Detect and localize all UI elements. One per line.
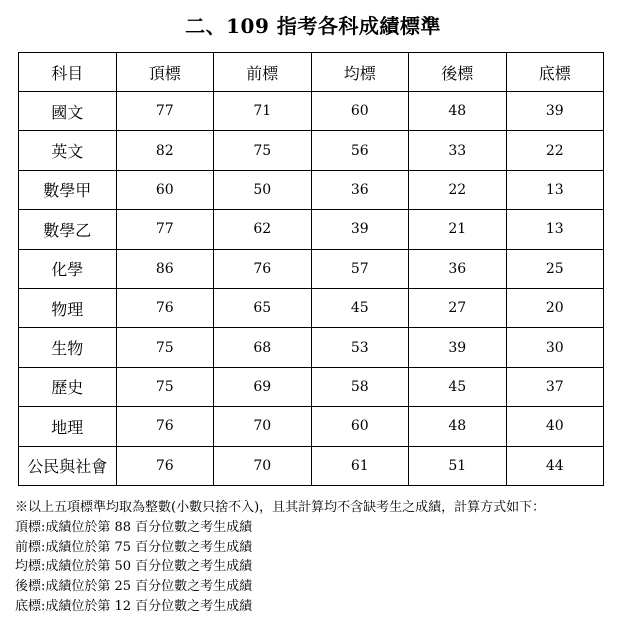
score-cell: 77	[116, 210, 214, 249]
score-cell: 51	[409, 446, 507, 485]
subject-cell: 物理	[19, 288, 117, 327]
score-cell: 60	[116, 170, 214, 209]
table-header-row	[19, 53, 604, 92]
subject-cell: 地理	[19, 407, 117, 446]
table-row	[19, 210, 604, 249]
table-row	[19, 328, 604, 367]
subject-cell: 生物	[19, 328, 117, 367]
score-cell: 53	[311, 328, 409, 367]
score-cell: 39	[409, 328, 507, 367]
score-cell: 30	[506, 328, 604, 367]
score-cell: 39	[311, 210, 409, 249]
score-cell: 71	[214, 92, 312, 131]
score-cell: 27	[409, 288, 507, 327]
score-cell: 48	[409, 407, 507, 446]
score-cell: 56	[311, 131, 409, 170]
subject-cell: 數學甲	[19, 170, 117, 209]
score-cell: 77	[116, 92, 214, 131]
score-cell: 62	[214, 210, 312, 249]
score-cell: 40	[506, 407, 604, 446]
score-cell: 75	[116, 367, 214, 406]
score-cell: 60	[311, 92, 409, 131]
subject-cell: 公民與社會	[19, 446, 117, 485]
score-cell: 48	[409, 92, 507, 131]
score-cell: 39	[506, 92, 604, 131]
score-cell: 86	[116, 249, 214, 288]
score-cell: 13	[506, 210, 604, 249]
subject-cell: 歷史	[19, 367, 117, 406]
score-cell: 45	[311, 288, 409, 327]
note-average-definition: 均標:成績位於第 50 百分位數之考生成績	[15, 559, 253, 575]
page-title: 二、109 指考各科成績標準	[185, 14, 441, 38]
table-row	[19, 131, 604, 170]
subject-cell: 化學	[19, 249, 117, 288]
table-row	[19, 249, 604, 288]
score-cell: 70	[214, 446, 312, 485]
score-cell: 37	[506, 367, 604, 406]
notes-section	[15, 498, 615, 617]
table-row	[19, 367, 604, 406]
header-average: 均標	[311, 53, 409, 92]
score-cell: 13	[506, 170, 604, 209]
header-back: 後標	[409, 53, 507, 92]
score-cell: 60	[311, 407, 409, 446]
score-cell: 25	[506, 249, 604, 288]
table-row	[19, 446, 604, 485]
note-front-definition: 前標:成績位於第 75 百分位數之考生成績	[15, 539, 253, 555]
score-cell: 61	[311, 446, 409, 485]
header-subject: 科目	[19, 53, 117, 92]
note-bottom-definition: 底標:成績位於第 12 百分位數之考生成績	[15, 598, 253, 614]
score-cell: 76	[116, 407, 214, 446]
score-cell: 22	[409, 170, 507, 209]
score-cell: 75	[214, 131, 312, 170]
score-cell: 75	[116, 328, 214, 367]
score-cell: 33	[409, 131, 507, 170]
score-cell: 76	[116, 288, 214, 327]
subject-cell: 國文	[19, 92, 117, 131]
score-cell: 68	[214, 328, 312, 367]
score-cell: 76	[214, 249, 312, 288]
score-standards-table	[18, 52, 604, 486]
score-cell: 20	[506, 288, 604, 327]
score-cell: 22	[506, 131, 604, 170]
score-cell: 50	[214, 170, 312, 209]
table-row	[19, 92, 604, 131]
subject-cell: 英文	[19, 131, 117, 170]
notes-intro: ※以上五項標準均取為整數(小數只捨不入)，且其計算均不含缺考生之成績，計算方式如下：	[15, 500, 546, 515]
subject-cell: 數學乙	[19, 210, 117, 249]
score-cell: 70	[214, 407, 312, 446]
table-row	[19, 407, 604, 446]
score-cell: 36	[311, 170, 409, 209]
score-cell: 76	[116, 446, 214, 485]
score-cell: 21	[409, 210, 507, 249]
score-cell: 82	[116, 131, 214, 170]
score-cell: 65	[214, 288, 312, 327]
note-top-definition: 頂標:成績位於第 88 百分位數之考生成績	[15, 519, 253, 535]
score-cell: 69	[214, 367, 312, 406]
header-front: 前標	[214, 53, 312, 92]
score-cell: 57	[311, 249, 409, 288]
header-top: 頂標	[116, 53, 214, 92]
score-cell: 45	[409, 367, 507, 406]
table-row	[19, 170, 604, 209]
score-cell: 58	[311, 367, 409, 406]
score-cell: 44	[506, 446, 604, 485]
note-back-definition: 後標:成績位於第 25 百分位數之考生成績	[15, 579, 253, 595]
table-row	[19, 288, 604, 327]
header-bottom: 底標	[506, 53, 604, 92]
score-cell: 36	[409, 249, 507, 288]
